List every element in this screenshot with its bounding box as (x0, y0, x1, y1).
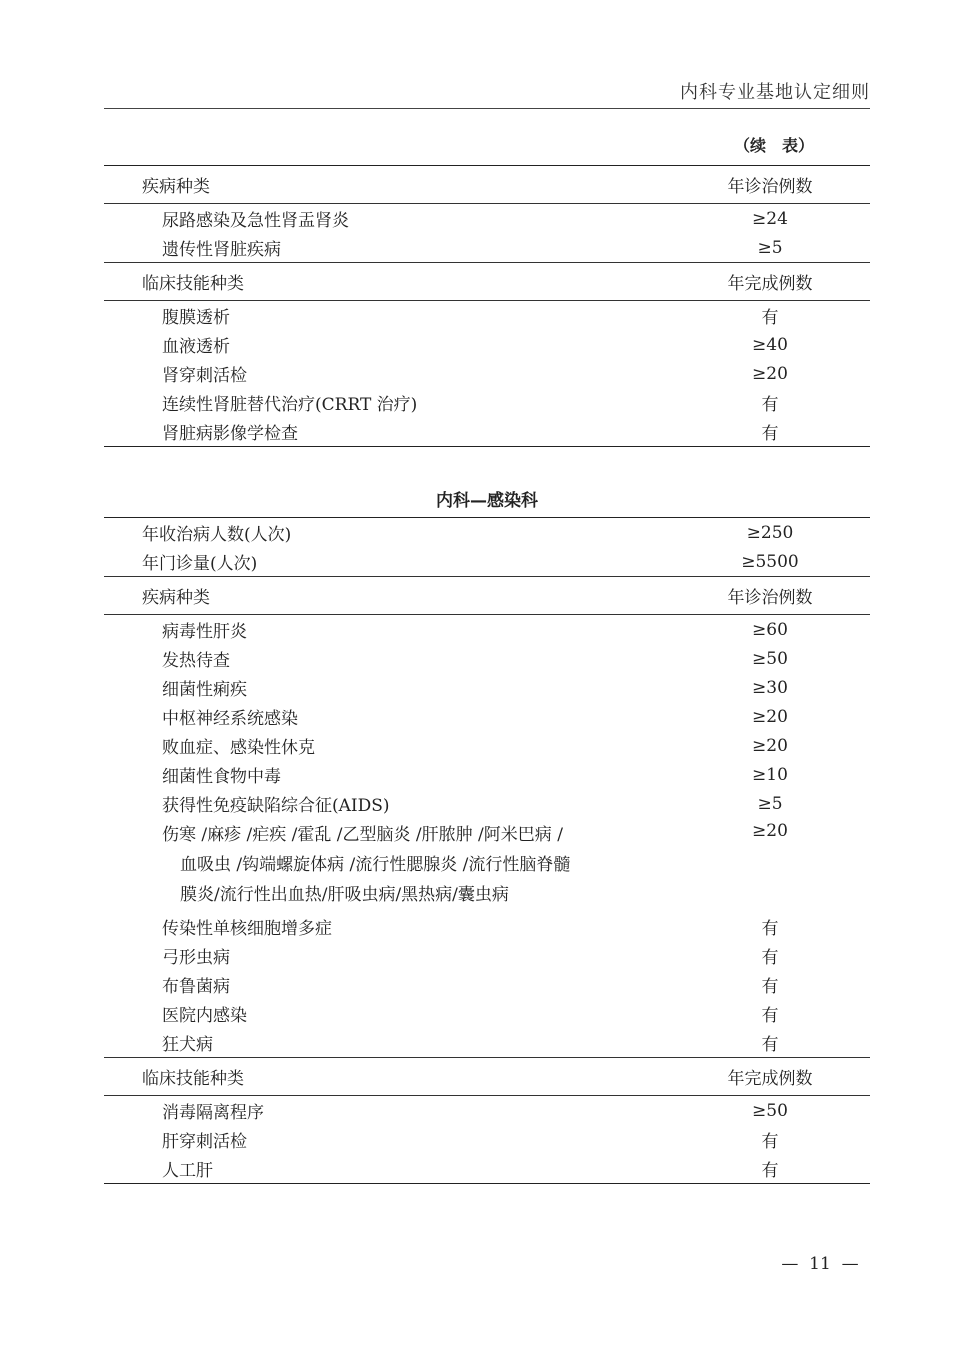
header-value: 年诊治例数 (727, 588, 813, 608)
disease-name: 发热待查 (162, 651, 230, 671)
skill-name: 人工肝 (104, 1154, 670, 1184)
disease-value: ≥30 (752, 677, 788, 698)
skill-name: 血液透析 (162, 337, 230, 357)
running-title: 内科专业基地认定细则 (680, 82, 870, 103)
skill-value: 有 (761, 1161, 779, 1181)
skill-name: 腹膜透析 (162, 308, 230, 328)
disease-name: 尿路感染及急性肾盂肾炎 (162, 211, 349, 231)
disease-name: 遗传性肾脏疾病 (104, 233, 670, 263)
table-row-header (104, 577, 870, 615)
nephrology-table (104, 165, 870, 447)
disease-name: 病毒性肝炎 (162, 622, 247, 642)
stat-name: 年收治病人数(人次) (104, 518, 670, 548)
table-row (104, 1096, 870, 1126)
table-row (104, 204, 870, 234)
disease-group-line: 膜炎/流行性出血热/肝吸虫病/黑热病/囊虫病 (180, 885, 509, 905)
disease-value: ≥60 (752, 619, 788, 640)
disease-name: 细菌性痢疾 (162, 680, 247, 700)
disease-value: 有 (761, 948, 779, 968)
skill-value: ≥20 (752, 363, 788, 384)
table-row-header (104, 263, 870, 301)
skill-value: 有 (761, 424, 779, 444)
table-row (104, 1125, 870, 1154)
header-label: 疾病种类 (104, 577, 670, 615)
table-row (104, 301, 870, 331)
header-value: 年诊治例数 (727, 177, 813, 197)
table-row (104, 1028, 870, 1058)
disease-value: 有 (761, 1035, 779, 1055)
skill-value: 有 (761, 395, 779, 415)
skill-name: 连续性肾脏替代治疗(CRRT 治疗) (162, 395, 418, 415)
stat-name: 年门诊量(人次) (104, 547, 670, 577)
disease-name: 败血症、感染性休克 (162, 738, 315, 758)
skill-value: 有 (761, 308, 779, 328)
table-row (104, 941, 870, 970)
stat-value: ≥250 (746, 522, 794, 543)
table-row (104, 970, 870, 999)
disease-name: 医院内感染 (162, 1006, 247, 1026)
table-row (104, 1154, 870, 1184)
table-row (104, 547, 870, 577)
disease-group-line: 血吸虫 /钩端螺旋体病 /流行性腮腺炎 /流行性脑脊髓 (180, 855, 571, 875)
disease-value: ≥20 (752, 735, 788, 756)
table-row (104, 702, 870, 731)
table-row (104, 999, 870, 1028)
disease-name: 获得性免疫缺陷综合征(AIDS) (162, 796, 390, 816)
table-row (104, 731, 870, 760)
table-row (104, 330, 870, 359)
disease-name: 狂犬病 (104, 1028, 670, 1058)
disease-value: 有 (761, 919, 779, 939)
disease-name: 弓形虫病 (162, 948, 230, 968)
disease-value: ≥5 (757, 237, 783, 258)
disease-value: ≥24 (752, 208, 788, 229)
disease-value: ≥50 (752, 648, 788, 669)
table-row-header (104, 166, 870, 204)
disease-value: ≥5 (757, 793, 783, 814)
table-row (104, 233, 870, 263)
table-row-multiline (104, 818, 870, 912)
disease-name: 传染性单核细胞增多症 (162, 919, 332, 939)
disease-value: ≥10 (752, 764, 788, 785)
disease-name: 布鲁菌病 (162, 977, 230, 997)
skill-name: 肾脏病影像学检查 (104, 417, 670, 447)
continued-label: （续 表） (733, 136, 814, 155)
table-row (104, 388, 870, 417)
table-row (104, 760, 870, 789)
skill-value: 有 (761, 1132, 779, 1152)
skill-value: ≥50 (752, 1100, 788, 1121)
skill-name: 肾穿刺活检 (162, 366, 247, 386)
disease-value: ≥20 (752, 706, 788, 727)
disease-name: 细菌性食物中毒 (162, 767, 281, 787)
table-row (104, 615, 870, 645)
table-row (104, 912, 870, 941)
disease-value: ≥20 (752, 821, 788, 841)
header-rule (104, 108, 870, 109)
stat-value: ≥5500 (741, 551, 799, 572)
header-label: 疾病种类 (104, 166, 670, 204)
disease-value: 有 (761, 1006, 779, 1026)
disease-group (104, 818, 670, 912)
table-row-header (104, 1058, 870, 1096)
skill-name: 消毒隔离程序 (162, 1103, 264, 1123)
disease-group-line: 伤寒 /麻疹 /疟疾 /霍乱 /乙型脑炎 /肝脓肿 /阿米巴病 / (162, 825, 563, 845)
table-row (104, 644, 870, 673)
infectious-disease-table (104, 517, 870, 1184)
section-title: 内科—感染科 (436, 491, 538, 511)
table-row (104, 359, 870, 388)
page-number: — 11 — (781, 1254, 859, 1274)
skill-name: 肝穿刺活检 (162, 1132, 247, 1152)
disease-name: 中枢神经系统感染 (162, 709, 298, 729)
header-label: 临床技能种类 (104, 1058, 670, 1096)
disease-value: 有 (761, 977, 779, 997)
table-row (104, 673, 870, 702)
table-row (104, 789, 870, 818)
header-value: 年完成例数 (727, 1069, 813, 1089)
table-row (104, 417, 870, 447)
header-label: 临床技能种类 (104, 263, 670, 301)
skill-value: ≥40 (752, 334, 788, 355)
table-row (104, 518, 870, 548)
header-value: 年完成例数 (727, 274, 813, 294)
